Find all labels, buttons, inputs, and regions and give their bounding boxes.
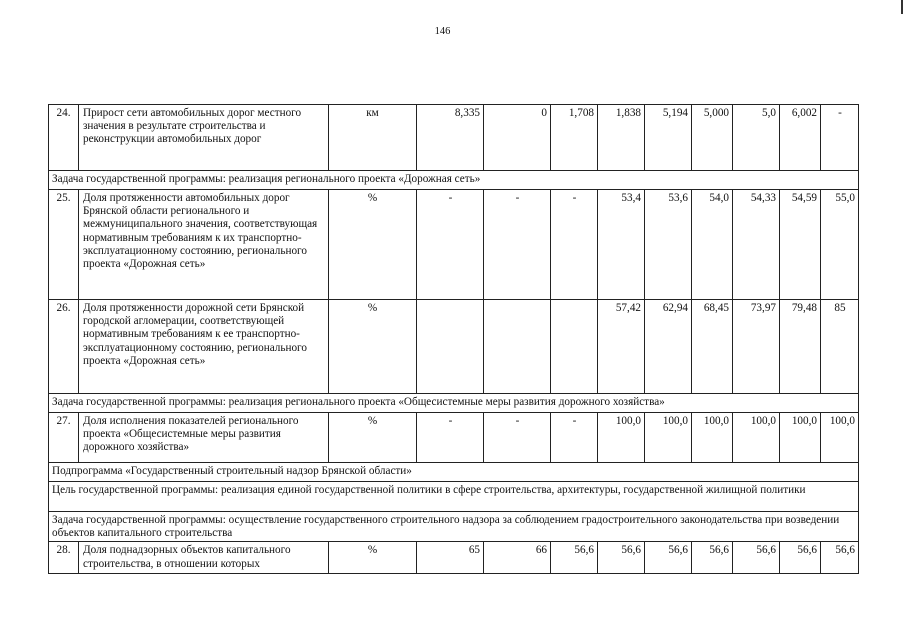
value-cell: 56,6 <box>551 542 598 574</box>
table-body <box>49 105 859 574</box>
section-row <box>49 171 859 190</box>
value-cell: 56,6 <box>733 542 780 574</box>
unit-cell: % <box>329 542 417 574</box>
value-cell: 85 <box>821 300 859 394</box>
table-row <box>49 190 859 300</box>
value-cell: 54,59 <box>780 190 821 300</box>
unit-cell: % <box>329 300 417 394</box>
value-cell: 56,6 <box>821 542 859 574</box>
section-heading: Подпрограмма «Государственный строительный надзор Брянской области» <box>49 463 859 482</box>
value-cell: 5,194 <box>645 105 692 171</box>
section-row <box>49 482 859 512</box>
row-number: 24. <box>49 105 79 171</box>
value-cell: 100,0 <box>692 413 733 463</box>
value-cell: 68,45 <box>692 300 733 394</box>
value-cell: 100,0 <box>645 413 692 463</box>
value-cell <box>484 300 551 394</box>
value-cell: 6,002 <box>780 105 821 171</box>
value-cell: 62,94 <box>645 300 692 394</box>
value-cell: - <box>484 413 551 463</box>
section-heading: Задача государственной программы: осуществление государственного строительного надзора за соблюдением градостроительного законодательства при возведении объектов капитального строительства <box>49 512 859 542</box>
indicator-name: Доля протяженности дорожной сети Брянской городской агломерации, соответствующей нормативным требованиям к ее транспортно-эксплуатационному состоянию, регионального проекта «Дорожная сеть» <box>79 300 329 394</box>
value-cell: - <box>821 105 859 171</box>
indicator-name: Прирост сети автомобильных дорог местного значения в результате строительства и реконструкции автомобильных дорог <box>79 105 329 171</box>
row-number: 28. <box>49 542 79 574</box>
indicator-name: Доля поднадзорных объектов капитального строительства, в отношении которых <box>79 542 329 574</box>
value-cell: 55,0 <box>821 190 859 300</box>
value-cell: 5,000 <box>692 105 733 171</box>
table-row <box>49 300 859 394</box>
value-cell <box>417 300 484 394</box>
value-cell: 8,335 <box>417 105 484 171</box>
value-cell <box>551 300 598 394</box>
section-heading: Задача государственной программы: реализация регионального проекта «Общесистемные меры развития дорожного хозяйства» <box>49 394 859 413</box>
row-number: 27. <box>49 413 79 463</box>
value-cell: - <box>417 413 484 463</box>
value-cell: 54,0 <box>692 190 733 300</box>
value-cell: - <box>417 190 484 300</box>
value-cell: 53,4 <box>598 190 645 300</box>
value-cell: 100,0 <box>821 413 859 463</box>
section-row <box>49 512 859 542</box>
unit-cell: км <box>329 105 417 171</box>
section-row <box>49 463 859 482</box>
table-row <box>49 105 859 171</box>
indicators-table <box>48 104 859 574</box>
value-cell: 54,33 <box>733 190 780 300</box>
indicator-name: Доля протяженности автомобильных дорог Брянской области регионального и межмуниципального значения, соответствующая нормативным требованиям к их транспортно-эксплуатационному состоянию, регионального проекта «Дорожная сеть» <box>79 190 329 300</box>
value-cell: 73,97 <box>733 300 780 394</box>
value-cell: 56,6 <box>645 542 692 574</box>
value-cell: - <box>551 413 598 463</box>
value-cell: 66 <box>484 542 551 574</box>
value-cell: 100,0 <box>780 413 821 463</box>
value-cell: 79,48 <box>780 300 821 394</box>
value-cell: 53,6 <box>645 190 692 300</box>
value-cell: 57,42 <box>598 300 645 394</box>
unit-cell: % <box>329 190 417 300</box>
page-number: 146 <box>434 26 451 37</box>
value-cell: 56,6 <box>692 542 733 574</box>
value-cell: 100,0 <box>733 413 780 463</box>
value-cell: 56,6 <box>780 542 821 574</box>
section-row <box>49 394 859 413</box>
value-cell: 5,0 <box>733 105 780 171</box>
value-cell: 56,6 <box>598 542 645 574</box>
value-cell: 1,838 <box>598 105 645 171</box>
indicator-name: Доля исполнения показателей регионального проекта «Общесистемные меры развития дорожного хозяйства» <box>79 413 329 463</box>
section-heading: Цель государственной программы: реализация единой государственной политики в сфере строительства, архитектуры, государственной жилищной политики <box>49 482 859 512</box>
value-cell: - <box>551 190 598 300</box>
row-number: 25. <box>49 190 79 300</box>
page-edge-mark <box>901 0 903 14</box>
row-number: 26. <box>49 300 79 394</box>
value-cell: 100,0 <box>598 413 645 463</box>
table-row <box>49 413 859 463</box>
value-cell: 65 <box>417 542 484 574</box>
table-row <box>49 542 859 574</box>
value-cell: 0 <box>484 105 551 171</box>
unit-cell: % <box>329 413 417 463</box>
section-heading: Задача государственной программы: реализация регионального проекта «Дорожная сеть» <box>49 171 859 190</box>
value-cell: - <box>484 190 551 300</box>
value-cell: 1,708 <box>551 105 598 171</box>
